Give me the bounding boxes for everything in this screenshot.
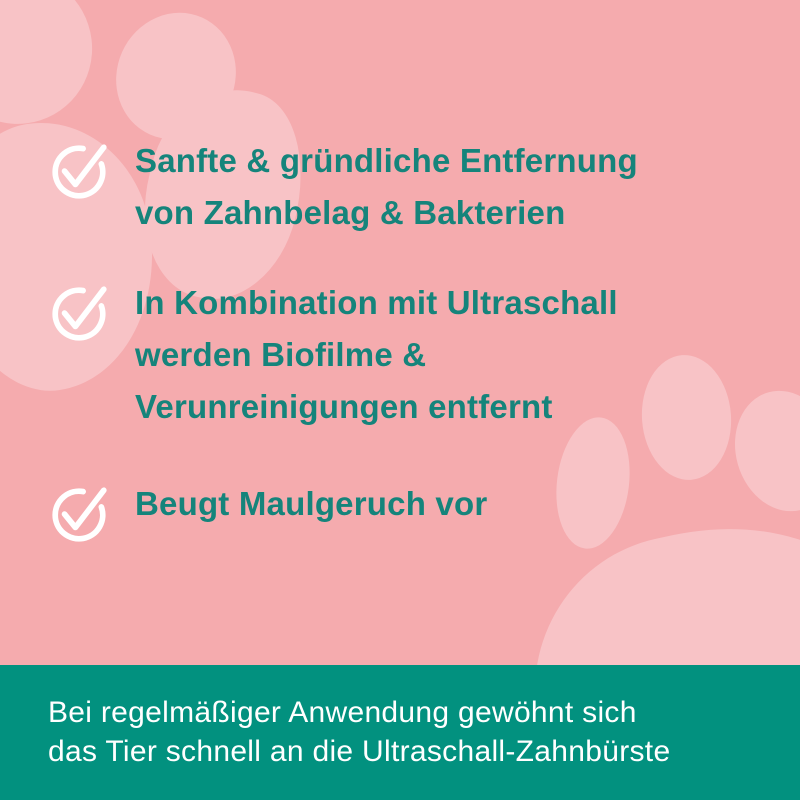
benefit-text [135, 135, 638, 239]
footer-banner [0, 665, 800, 800]
check-circle-icon [48, 281, 110, 343]
paw-toe-shape [721, 379, 800, 523]
benefit-text [135, 478, 487, 530]
benefit-line: Verunreinigungen entfernt [135, 388, 553, 425]
benefit-item [48, 135, 638, 239]
benefit-text [135, 277, 618, 433]
benefit-line: In Kombination mit Ultraschall [135, 284, 618, 321]
check-circle-icon [48, 139, 110, 201]
paw-toe-shape [549, 413, 637, 553]
paw-toe-shape [0, 0, 112, 143]
benefit-line: werden Biofilme & [135, 336, 427, 373]
benefit-line: von Zahnbelag & Bakterien [135, 194, 566, 231]
benefit-item [48, 277, 618, 433]
footer-line: das Tier schnell an die Ultraschall-Zahnbürste [48, 735, 671, 768]
footer-line: Bei regelmäßiger Anwendung gewöhnt sich [48, 696, 637, 729]
benefit-item [48, 478, 487, 544]
check-circle-icon [48, 482, 110, 544]
benefit-line: Sanfte & gründliche Entfernung [135, 142, 638, 179]
paw-toe-shape [638, 352, 736, 483]
benefit-line: Beugt Maulgeruch vor [135, 485, 488, 522]
